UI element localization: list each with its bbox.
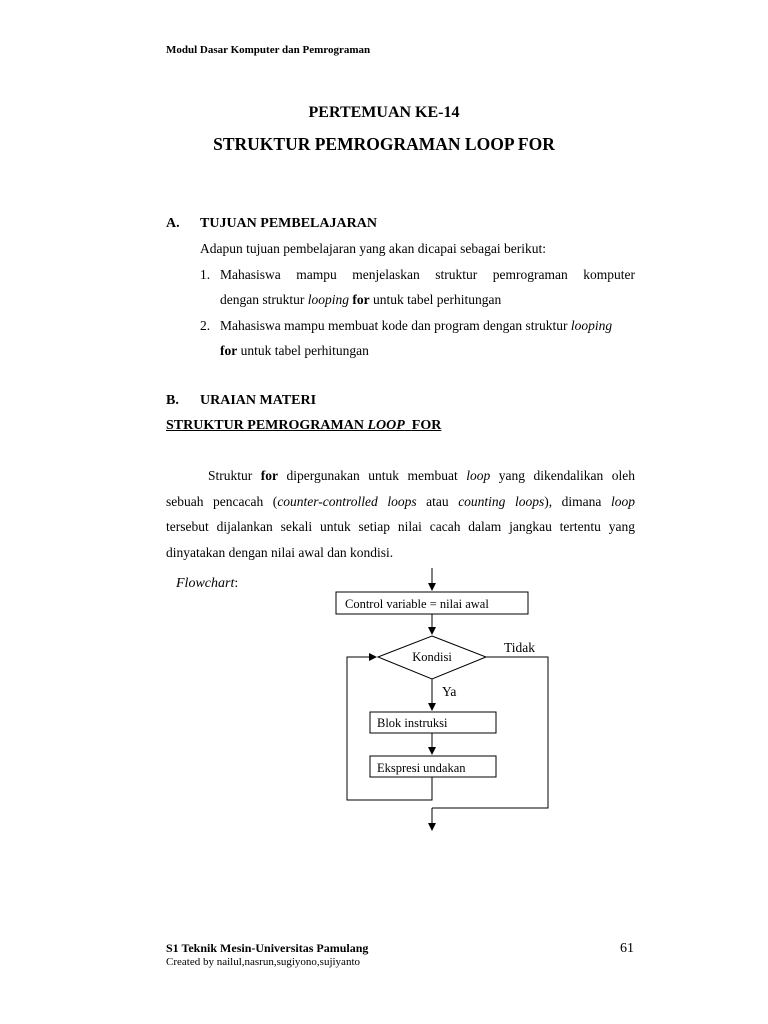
objective-1-line1: Mahasiswa mampu menjelaskan struktur pemrograman komputer	[220, 267, 635, 282]
yes-label: Ya	[442, 684, 457, 699]
section-b-number: B.	[166, 393, 179, 408]
paragraph-line-3: tersebut dijalankan sekali untuk setiap nilai cacah dalam jangkau tertentu yang	[166, 519, 635, 534]
meeting-title: PERTEMUAN KE-14	[308, 104, 460, 121]
paragraph-line-1: Struktur for dipergunakan untuk membuat loop yang dikendalikan oleh	[208, 468, 635, 483]
footer-authors: Created by nailul,nasrun,sugiyono,sujiyanto	[166, 956, 360, 968]
section-a-intro: Adapun tujuan pembelajaran yang akan dicapai sebagai berikut:	[200, 241, 546, 256]
increment-box-text: Ekspresi undakan	[377, 761, 466, 775]
condition-text: Kondisi	[412, 650, 452, 664]
footer-program: S1 Teknik Mesin-Universitas Pamulang	[166, 941, 369, 955]
objective-1-line2: dengan struktur looping for untuk tabel perhitungan	[220, 292, 502, 307]
init-box-text: Control variable = nilai awal	[345, 597, 489, 611]
page-number: 61	[620, 941, 634, 956]
objective-1-number: 1.	[200, 267, 211, 282]
section-a-number: A.	[166, 216, 180, 231]
section-b-subtitle: STRUKTUR PEMROGRAMAN LOOP FOR	[166, 418, 442, 433]
objective-2-number: 2.	[200, 318, 211, 333]
objective-2-line2: for untuk tabel perhitungan	[220, 343, 369, 358]
section-b-title: URAIAN MATERI	[200, 393, 317, 408]
flowchart-label: Flowchart:	[176, 576, 239, 591]
body-box-text: Blok instruksi	[377, 716, 448, 730]
running-header: Modul Dasar Komputer dan Pemrograman	[166, 44, 371, 56]
no-label: Tidak	[504, 640, 536, 655]
section-a-title: TUJUAN PEMBELAJARAN	[200, 216, 377, 231]
topic-title: STRUKTUR PEMROGRAMAN LOOP FOR	[213, 134, 555, 154]
paragraph-line-2: sebuah pencacah (counter-controlled loops atau counting loops), dimana loop	[166, 494, 635, 509]
objective-2-line1: Mahasiswa mampu membuat kode dan program dengan struktur looping	[220, 318, 613, 333]
paragraph-line-4: dinyatakan dengan nilai awal dan kondisi.	[166, 545, 394, 560]
